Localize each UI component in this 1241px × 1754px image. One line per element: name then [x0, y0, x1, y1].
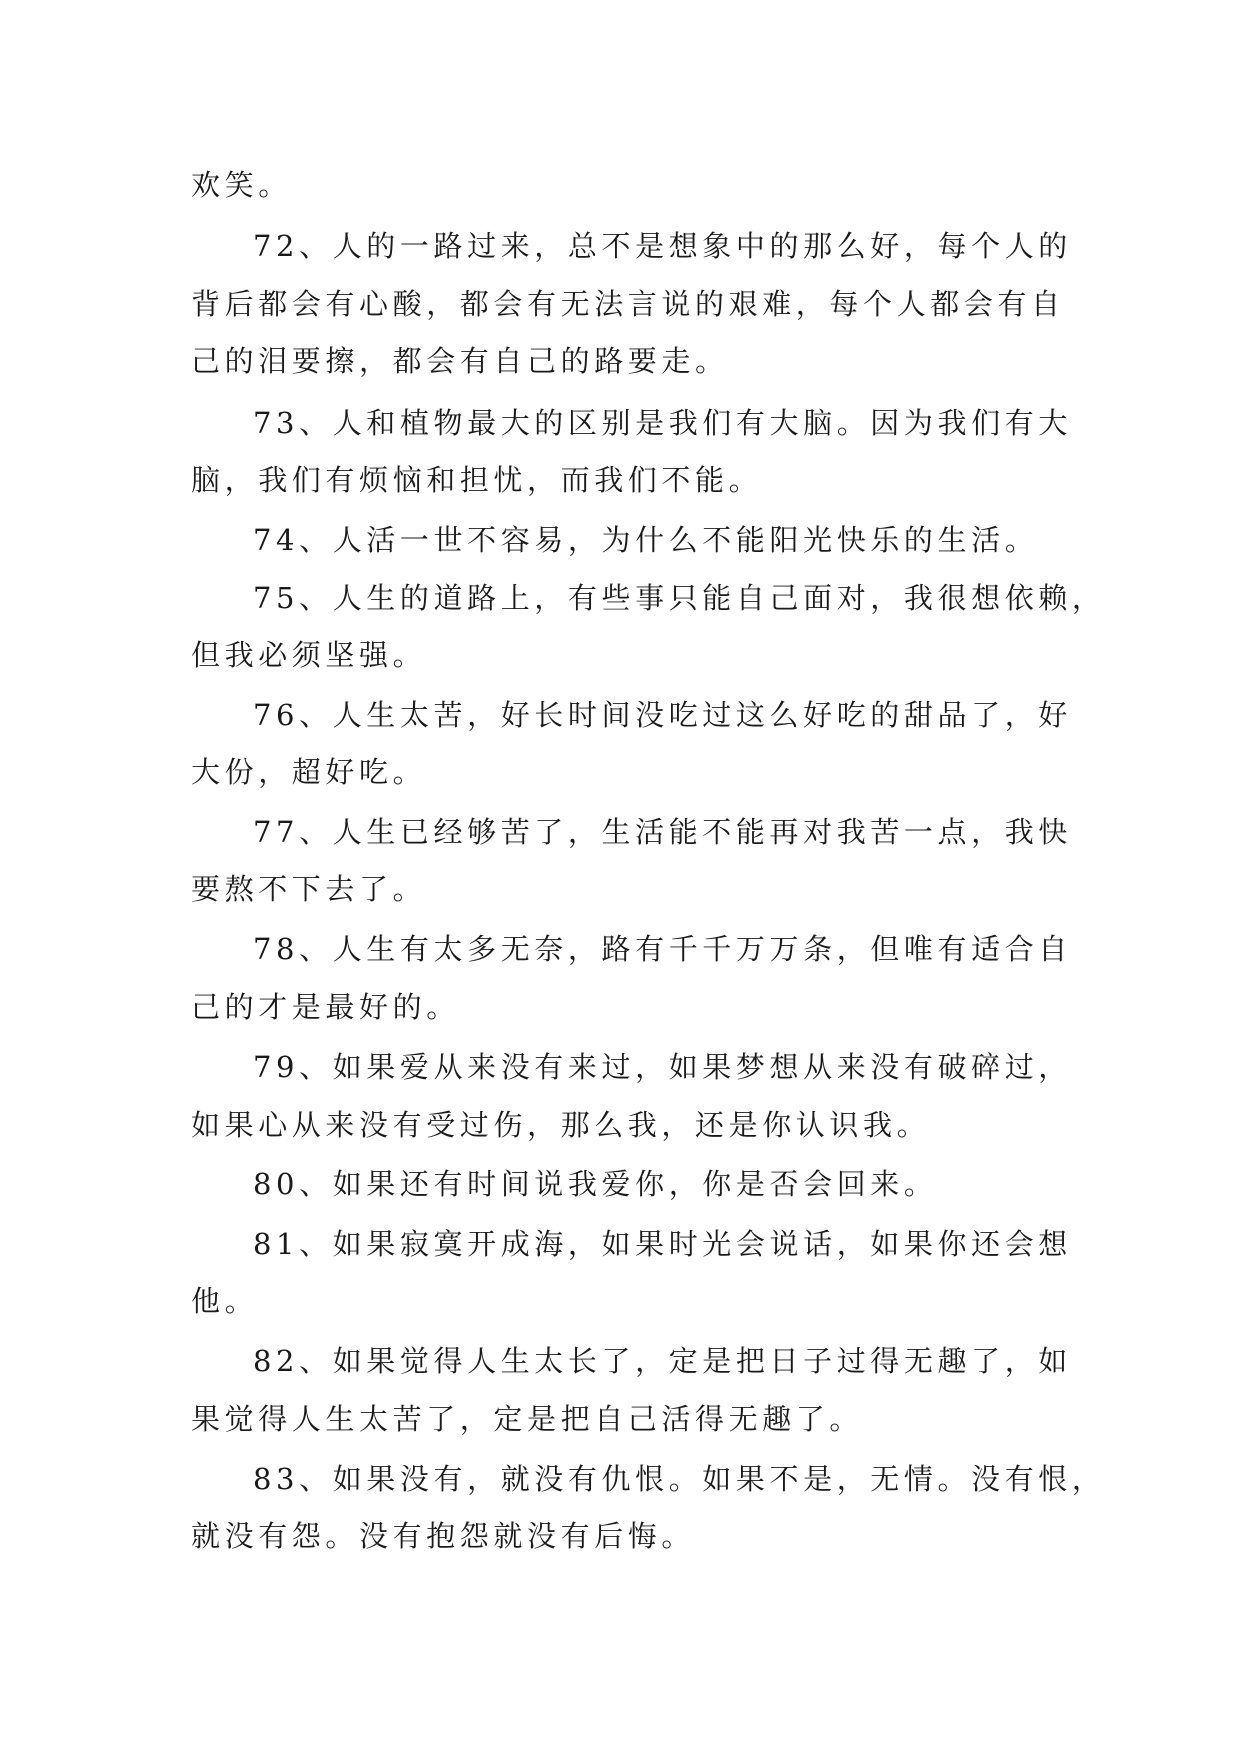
item-76-line-2: 大份，超好吃。	[191, 755, 427, 789]
item-72-line-1: 72、人的一路过来，总不是想象中的那么好，每个人的	[253, 229, 1072, 263]
item-78-line-2: 己的才是最好的。	[191, 990, 460, 1024]
item-80-line-1: 80、如果还有时间说我爱你，你是否会回来。	[253, 1167, 938, 1201]
item-81-line-2: 他。	[191, 1284, 259, 1318]
item-79-line-2: 如果心从来没有受过伤，那么我，还是你认识我。	[191, 1108, 931, 1142]
item-74-line-1: 74、人活一世不容易，为什么不能阳光快乐的生活。	[253, 523, 1039, 557]
item-73-line-1: 73、人和植物最大的区别是我们有大脑。因为我们有大	[253, 406, 1072, 440]
item-76-line-1: 76、人生太苦，好长时间没吃过这么好吃的甜品了，好	[253, 698, 1072, 732]
item-82-line-2: 果觉得人生太苦了，定是把自己活得无趣了。	[191, 1402, 864, 1436]
item-75-line-2: 但我必须坚强。	[191, 638, 427, 672]
item-83-line-2: 就没有怨。没有抱怨就没有后悔。	[191, 1519, 696, 1553]
item-81-line-1: 81、如果寂寞开成海，如果时光会说话，如果你还会想	[253, 1227, 1072, 1261]
text-line-continuation: 欢笑。	[191, 168, 292, 202]
item-73-line-2: 脑，我们有烦恼和担忧，而我们不能。	[191, 463, 763, 497]
item-72-line-2: 背后都会有心酸，都会有无法言说的艰难，每个人都会有自	[191, 287, 1065, 321]
item-78-line-1: 78、人生有太多无奈，路有千千万万条，但唯有适合自	[253, 932, 1072, 966]
item-82-line-1: 82、如果觉得人生太长了，定是把日子过得无趣了，如	[253, 1344, 1072, 1378]
item-83-line-1: 83、如果没有，就没有仇恨。如果不是，无情。没有恨，	[253, 1462, 1106, 1496]
item-77-line-2: 要熬不下去了。	[191, 872, 427, 906]
item-77-line-1: 77、人生已经够苦了，生活能不能再对我苦一点，我快	[253, 815, 1072, 849]
item-75-line-1: 75、人生的道路上，有些事只能自己面对，我很想依赖，	[253, 581, 1106, 615]
item-72-line-3: 己的泪要擦，都会有自己的路要走。	[191, 344, 729, 378]
item-79-line-1: 79、如果爱从来没有来过，如果梦想从来没有破碎过，	[253, 1050, 1072, 1084]
